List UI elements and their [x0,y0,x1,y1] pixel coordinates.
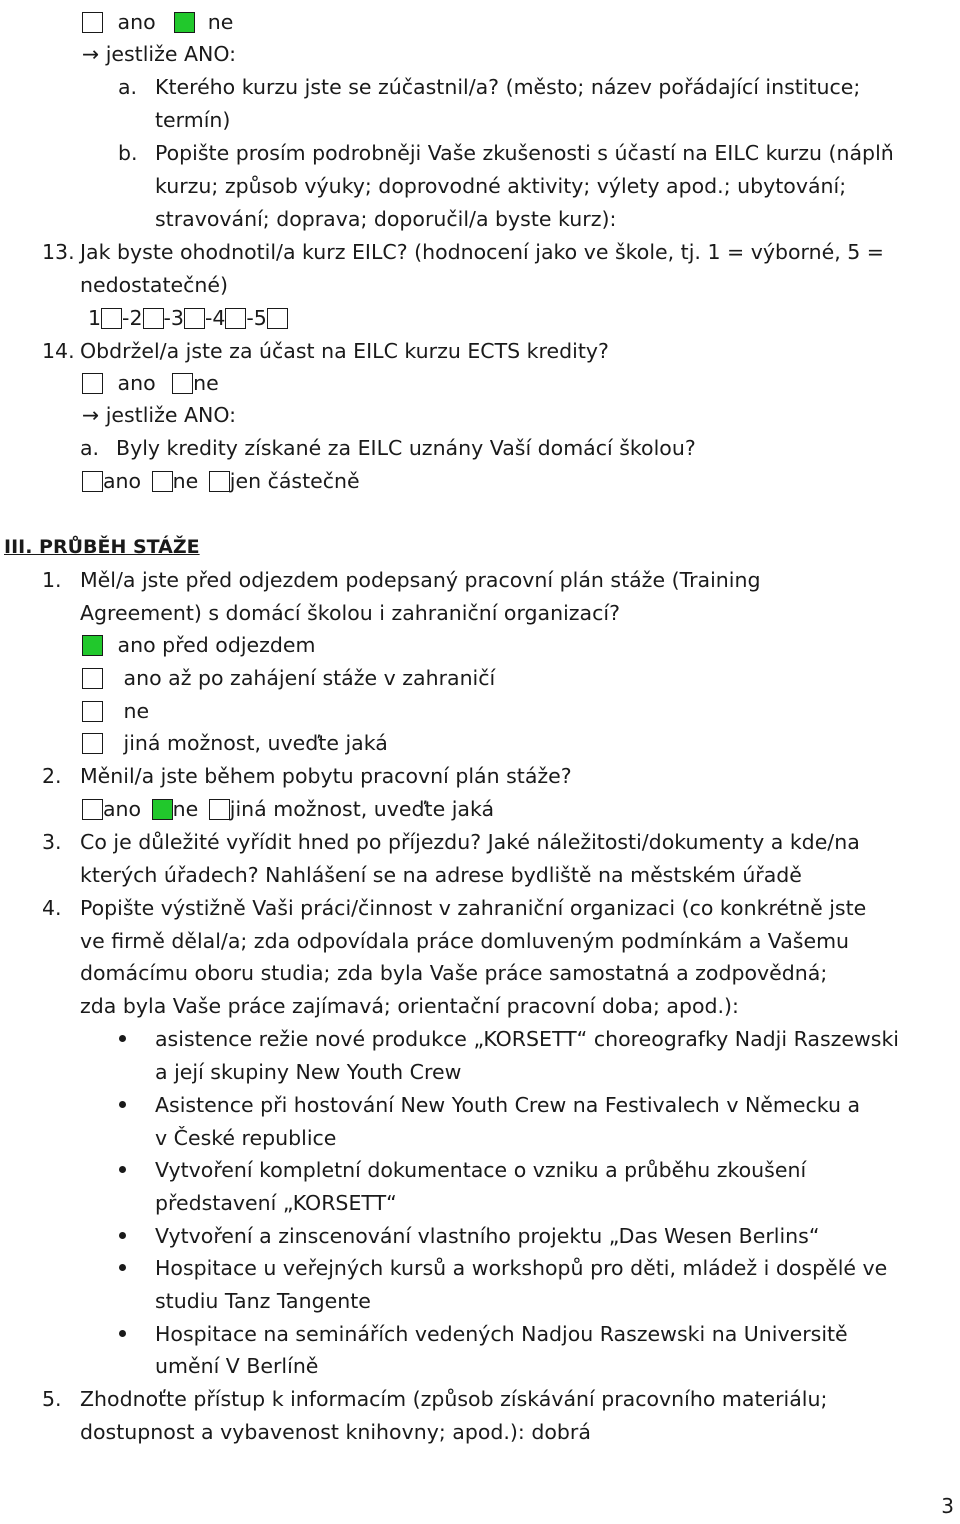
list-item: asistence režie nové produkce „KORSETT“ choreografky Nadji Raszewski [155,1027,900,1051]
s3q4-text: zda byla Vaše práce zajímavá; orientační pracovní doba; apod.): [80,994,739,1018]
checkbox-before-departure[interactable] [82,635,103,656]
q14-text: Obdržel/a jste za účast na EILC kurzu ECTS kredity? [80,339,609,363]
list-item: Vytvoření kompletní dokumentace o vzniku a průběhu zkoušení [155,1158,807,1182]
option-label: ne [172,797,199,821]
checkbox-credits-no[interactable] [152,471,173,492]
checkbox-plan-changed-yes[interactable] [82,799,103,820]
s3q1-number: 1. [42,568,62,592]
grade-label: -3 [163,306,184,330]
grade-label: -2 [122,306,143,330]
option-label: ne [172,469,199,493]
checkbox-grade-4[interactable] [225,308,246,329]
bullet [119,1166,126,1173]
s3q2-text: Měnil/a jste během pobytu pracovní plán stáže? [80,764,572,788]
s3q1-option-1 [82,629,316,661]
s3q3-number: 3. [42,830,62,854]
bullet [119,1232,126,1239]
list-item: umění V Berlíně [155,1354,319,1378]
q14-a-options [82,465,360,497]
list-item: představení „KORSETT“ [155,1191,397,1215]
s3q4-text: ve firmě dělal/a; zda odpovídala práce domluveným podmínkám a Vašemu [80,929,850,953]
option-label: ano [103,797,142,821]
checkbox-credits-partial[interactable] [209,471,230,492]
option-label: ano až po zahájení stáže v zahraničí [123,666,496,690]
list-item: Asistence při hostování New Youth Crew na Festivalech v Německu a [155,1093,861,1117]
q14-a-text: Byly kredity získané za EILC uznány Vaší domácí školou? [116,436,696,460]
checkbox-other[interactable] [82,733,103,754]
checkbox-q14-no[interactable] [172,373,193,394]
q14-a-marker: a. [80,436,100,460]
option-label: ano [117,371,156,395]
s3q5-number: 5. [42,1387,62,1411]
s3q2-options [82,793,494,825]
option-label: ne [207,10,234,34]
s3q5-text: Zhodnoťte přístup k informacím (způsob získávání pracovního materiálu; [80,1387,828,1411]
checkbox-grade-5[interactable] [267,308,288,329]
q13-number: 13. [42,240,75,264]
bullet [119,1035,126,1042]
section-heading: III. PRŮBĚH STÁŽE [4,536,200,558]
q14-number: 14. [42,339,75,363]
q12-options [82,6,233,38]
checkbox-plan-changed-no[interactable] [152,799,173,820]
s3q3-text: Co je důležité vyřídit hned po příjezdu? Jaké náležitosti/dokumenty a kde/na [80,830,860,854]
s3q2-number: 2. [42,764,62,788]
checkbox-q12-no[interactable] [174,12,195,33]
s3q4-number: 4. [42,896,62,920]
checkbox-grade-3[interactable] [184,308,205,329]
q12-b-text: kurzu; způsob výuky; doprovodné aktivity; výlety apod.; ubytování; [155,174,847,198]
checkbox-no[interactable] [82,701,103,722]
list-item: studiu Tanz Tangente [155,1289,371,1313]
checkbox-q12-yes[interactable] [82,12,103,33]
option-label: ano [117,10,156,34]
checkbox-grade-2[interactable] [143,308,164,329]
checkbox-grade-1[interactable] [101,308,122,329]
option-label: jiná možnost, uveďte jaká [123,731,388,755]
list-item: v České republice [155,1126,337,1150]
bullet [119,1101,126,1108]
q12-b-marker: b. [118,141,138,165]
page-number: 3 [941,1494,954,1518]
option-label: jen částečně [229,469,360,493]
q12-b-text: stravování; doprava; doporučil/a byste kurz): [155,207,617,231]
checkbox-credits-yes[interactable] [82,471,103,492]
q12-a-text: termín) [155,108,231,132]
q12-a-marker: a. [118,75,138,99]
checkbox-plan-changed-other[interactable] [209,799,230,820]
list-item: a její skupiny New Youth Crew [155,1060,462,1084]
s3q1-option-4 [82,727,388,759]
bullet [119,1330,126,1337]
q13-text: nedostatečné) [80,273,228,297]
q13-grades [88,302,288,334]
s3q4-text: domácímu oboru studia; zda byla Vaše práce samostatná a zodpovědná; [80,961,828,985]
q12-a-text: Kterého kurzu jste se zúčastnil/a? (město; název pořádající instituce; [155,75,861,99]
option-label: ne [123,699,150,723]
if-yes-label: → jestliže ANO: [82,42,237,66]
grade-label: -5 [246,306,267,330]
q14-options [82,367,219,399]
q13-text: Jak byste ohodnotil/a kurz EILC? (hodnocení jako ve škole, tj. 1 = výborné, 5 = [80,240,884,264]
s3q4-text: Popište výstižně Vaši práci/činnost v zahraniční organizaci (co konkrétně jste [80,896,867,920]
list-item: Vytvoření a zinscenování vlastního projektu „Das Wesen Berlins“ [155,1224,820,1248]
option-label: ano [103,469,142,493]
s3q1-option-2 [82,662,495,694]
bullet [119,1264,126,1271]
s3q5-text: dostupnost a vybavenost knihovny; apod.): dobrá [80,1420,591,1444]
list-item: Hospitace na seminářích vedených Nadjou Raszewski na Universitě [155,1322,848,1346]
option-label: ano před odjezdem [117,633,316,657]
option-label: ne [193,371,219,395]
q12-b-text: Popište prosím podrobněji Vaše zkušenosti s účastí na EILC kurzu (náplň [155,141,894,165]
s3q1-text: Agreement) s domácí školou i zahraniční organizací? [80,601,620,625]
list-item: Hospitace u veřejných kursů a workshopů pro děti, mládež i dospělé ve [155,1256,888,1280]
checkbox-after-start[interactable] [82,668,103,689]
grade-label: -4 [204,306,226,330]
grade-label: 1 [88,306,102,330]
s3q3-text: kterých úřadech? Nahlášení se na adrese bydliště na městském úřadě [80,863,802,887]
s3q1-text: Měl/a jste před odjezdem podepsaný pracovní plán stáže (Training [80,568,761,592]
option-label: jiná možnost, uveďte jaká [229,797,495,821]
checkbox-q14-yes[interactable] [82,373,103,394]
if-yes-label: → jestliže ANO: [82,403,237,427]
s3q1-option-3 [82,695,149,727]
